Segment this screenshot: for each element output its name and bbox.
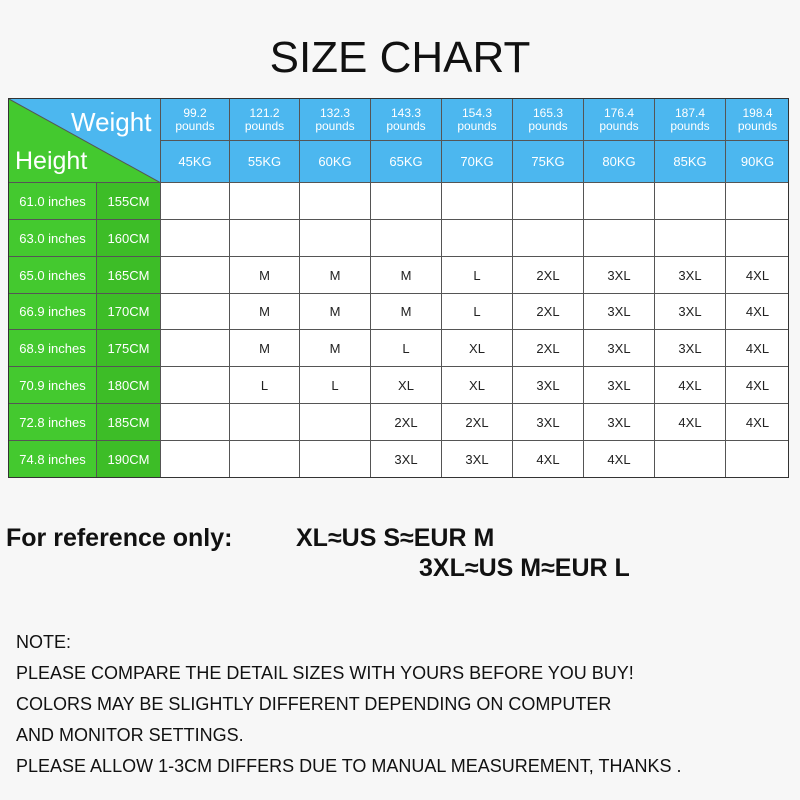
weight-pounds-header [300,99,371,141]
weight-pounds-unit: pounds [599,118,639,133]
size-cell: M [300,294,371,330]
size-cell: 4XL [726,367,789,404]
size-cell: 3XL [584,367,655,404]
size-cell [655,183,726,220]
size-cell: 3XL [584,330,655,367]
size-cell: L [442,294,513,330]
weight-kg-header: 45KG [161,141,230,183]
weight-pounds-unit: pounds [386,118,426,133]
note-line-monitor: AND MONITOR SETTINGS. [16,725,244,745]
size-cell: L [371,330,442,367]
size-cell: M [230,257,300,294]
size-cell [161,330,230,367]
weight-kg-header: 90KG [726,141,789,183]
size-cell: 2XL [513,294,584,330]
height-cm-cell: 175CM [97,330,161,367]
size-cell [161,441,230,478]
size-cell: L [442,257,513,294]
size-cell: 3XL [513,404,584,441]
weight-kg-header: 85KG [655,141,726,183]
size-cell: M [300,330,371,367]
size-cell: 3XL [655,330,726,367]
size-cell: 3XL [655,294,726,330]
weight-pounds-value: 143.3 [390,105,422,120]
weight-kg-header: 75KG [513,141,584,183]
weight-pounds-header [371,99,442,141]
weight-pounds-value: 176.4 [603,105,635,120]
reference-label: For reference only: [6,524,233,552]
size-cell [230,404,300,441]
corner-cell [9,99,161,183]
size-cell [726,183,789,220]
note-line-colors: COLORS MAY BE SLIGHTLY DIFFERENT DEPENDING ON COMPUTER [16,694,612,714]
weight-kg-header: 70KG [442,141,513,183]
weight-pounds-value: 132.3 [319,105,351,120]
size-cell: 2XL [513,330,584,367]
size-cell: 3XL [442,441,513,478]
size-cell: M [371,257,442,294]
size-cell: 4XL [726,294,789,330]
height-cm-cell: 185CM [97,404,161,441]
size-cell [230,183,300,220]
size-cell: M [230,294,300,330]
size-cell: 4XL [584,441,655,478]
weight-pounds-header [161,99,230,141]
note-line-compare: PLEASE COMPARE THE DETAIL SIZES WITH YOURS BEFORE YOU BUY! [16,663,634,683]
size-cell: L [300,367,371,404]
height-cm-cell: 170CM [97,294,161,330]
size-cell [230,220,300,257]
reference-line-2: 3XL≈US M≈EUR L [419,554,630,582]
size-cell: 3XL [513,367,584,404]
size-cell [655,441,726,478]
weight-pounds-value: 187.4 [674,105,706,120]
weight-pounds-header [442,99,513,141]
height-inches-cell: 70.9 inches [9,367,97,404]
size-cell: 2XL [371,404,442,441]
size-cell [584,183,655,220]
height-header-label: Height [15,147,88,175]
size-cell: M [300,257,371,294]
weight-pounds-header [726,99,789,141]
size-chart-table [8,98,789,478]
weight-pounds-header [584,99,655,141]
weight-kg-header: 55KG [230,141,300,183]
size-cell: 4XL [513,441,584,478]
size-cell: XL [442,330,513,367]
weight-kg-header: 80KG [584,141,655,183]
size-cell: 2XL [513,257,584,294]
size-cell [300,404,371,441]
size-cell [230,441,300,478]
page-title: SIZE CHART [269,33,531,82]
size-cell: 4XL [655,404,726,441]
size-cell: M [230,330,300,367]
weight-pounds-header [230,99,300,141]
weight-kg-header: 60KG [300,141,371,183]
weight-pounds-unit: pounds [737,118,778,133]
size-cell: 4XL [655,367,726,404]
size-cell [300,220,371,257]
size-cell [161,367,230,404]
weight-header-label: Weight [71,107,152,137]
size-cell: 3XL [655,257,726,294]
size-cell [161,183,230,220]
size-cell [513,220,584,257]
size-cell: 4XL [726,330,789,367]
weight-pounds-header [655,99,726,141]
size-cell [584,220,655,257]
weight-pounds-value: 198.4 [742,105,773,120]
height-cm-cell: 160CM [97,220,161,257]
reference-line-1: XL≈US S≈EUR M [296,524,495,552]
weight-kg-header: 65KG [371,141,442,183]
height-inches-cell: 68.9 inches [9,330,97,367]
size-cell [300,441,371,478]
weight-pounds-unit: pounds [457,118,497,133]
size-cell [161,257,230,294]
size-cell [513,183,584,220]
size-cell: 3XL [371,441,442,478]
size-cell [726,220,789,257]
height-cm-cell: 180CM [97,367,161,404]
size-cell: 3XL [584,257,655,294]
height-cm-cell: 165CM [97,257,161,294]
weight-pounds-value: 165.3 [532,105,564,120]
size-cell: 3XL [584,404,655,441]
height-cm-cell: 190CM [97,441,161,478]
size-cell [655,220,726,257]
weight-pounds-value: 99.2 [183,105,207,120]
size-cell: 4XL [726,257,789,294]
size-cell [726,441,789,478]
height-inches-cell: 65.0 inches [9,257,97,294]
weight-pounds-unit: pounds [175,118,215,133]
size-cell [161,404,230,441]
size-cell [442,220,513,257]
size-cell: XL [442,367,513,404]
weight-pounds-value: 154.3 [461,105,493,120]
note-heading: NOTE: [16,632,72,652]
note-line-measurement: PLEASE ALLOW 1-3CM DIFFERS DUE TO MANUAL MEASUREMENT, THANKS . [16,756,682,776]
weight-pounds-unit: pounds [244,118,285,133]
size-cell [371,220,442,257]
height-inches-cell: 61.0 inches [9,183,97,220]
size-cell [442,183,513,220]
weight-pounds-unit: pounds [670,118,710,133]
height-inches-cell: 66.9 inches [9,294,97,330]
height-inches-cell: 74.8 inches [9,441,97,478]
weight-pounds-unit: pounds [315,118,355,133]
height-inches-cell: 72.8 inches [9,404,97,441]
size-cell: L [230,367,300,404]
size-cell [300,183,371,220]
height-inches-cell: 63.0 inches [9,220,97,257]
size-cell: 2XL [442,404,513,441]
size-cell: 3XL [584,294,655,330]
height-cm-cell: 155CM [97,183,161,220]
weight-pounds-header [513,99,584,141]
size-cell: 4XL [726,404,789,441]
size-cell [161,294,230,330]
size-cell [371,183,442,220]
weight-pounds-value: 121.2 [249,105,280,120]
weight-pounds-unit: pounds [528,118,568,133]
size-cell: XL [371,367,442,404]
size-cell [161,220,230,257]
size-cell: M [371,294,442,330]
